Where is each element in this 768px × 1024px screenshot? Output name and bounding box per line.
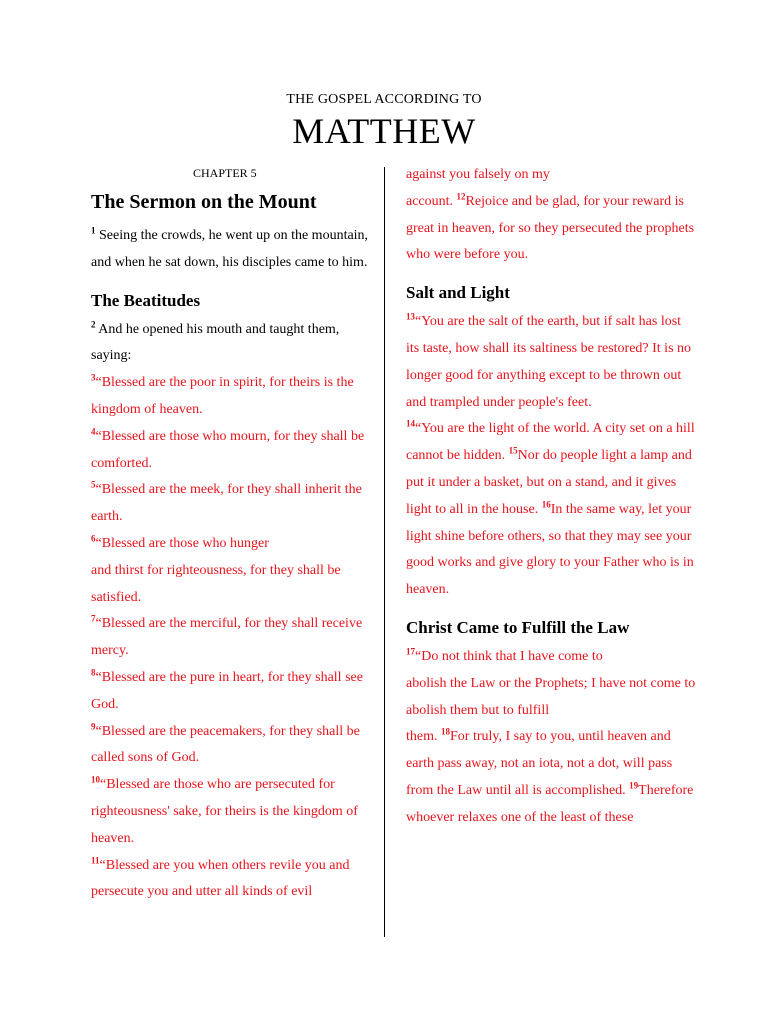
gospel-title-line: THE GOSPEL ACCORDING TO: [286, 92, 482, 107]
section-heading-fulfill-law: Christ Came to Fulfill the Law: [406, 617, 630, 637]
verse-text: “Blessed are those who mourn, for they shall be comforted.: [91, 428, 365, 471]
verse-text: In the same way, let your light shine before others, so that they may see your good works and give glory to your Father who is in heaven.: [406, 501, 694, 598]
verse-number: 9: [91, 720, 96, 731]
verse-text: Therefore whoever relaxes one of the least of these: [406, 782, 694, 825]
verse-text: Seeing the crowds, he went up on the mountain, and when he sat down, his disciples came to him.: [91, 228, 369, 270]
verse-text: For truly, I say to you, until heaven and earth pass away, not an iota, not a dot, will pass from the Law until all is accomplished.: [406, 729, 673, 798]
verse-text: “Blessed are those who are persecuted for righteousness' sake, for theirs is the kingdom of heaven.: [91, 777, 358, 846]
verse-number: 15: [508, 445, 518, 456]
verse-text: abolish the Law or the Prophets; I have not come to abolish them but to fulfill: [406, 675, 696, 718]
verse-11: [91, 853, 371, 907]
verse-number: 12: [456, 191, 466, 202]
verse-number: 6: [91, 533, 96, 544]
verse-number: 4: [91, 426, 96, 437]
verse-number: 11: [91, 854, 100, 865]
verse-text: And he opened his mouth and taught them, saying:: [91, 321, 340, 364]
verse-number: 19: [629, 780, 639, 791]
verse-text: account.: [406, 193, 454, 209]
verse-10: [91, 772, 371, 852]
verse-7: [91, 611, 371, 665]
verse-text: “You are the salt of the earth, but if salt has lost its taste, how shall its saltiness be restored? It is no longer good for anything except to be thrown out and trampled under people's feet.: [406, 314, 692, 410]
verse-3: [91, 370, 371, 424]
verse-text: “Blessed are you when others revile you and persecute you and utter all kinds of evil: [91, 857, 350, 900]
section-heading-sermon: The Sermon on the Mount: [91, 191, 317, 213]
verse-number: 18: [441, 726, 450, 737]
verse-number: 7: [91, 613, 96, 624]
verse-number: 5: [91, 479, 96, 490]
column-divider: [384, 167, 385, 937]
section-heading-beatitudes: The Beatitudes: [91, 290, 201, 310]
verse-6: [91, 531, 371, 611]
section-heading-salt-light: Salt and Light: [406, 283, 510, 303]
verse-text: “Blessed are the merciful, for they shall receive mercy.: [91, 616, 363, 659]
verse-text: Rejoice and be glad, for your reward is great in heaven, for so they persecuted the prophets who were before you.: [406, 193, 695, 263]
verse-9: [91, 719, 371, 773]
verse-text: and thirst for righteousness, for they shall be satisfied.: [91, 562, 341, 605]
verse-number: 14: [406, 418, 415, 429]
verse-text: Nor do people light a lamp and put it under a basket, but on a stand, and it gives light to all in the house.: [406, 448, 692, 517]
chapter-label: CHAPTER 5: [193, 166, 257, 180]
verse-5: [91, 477, 371, 531]
verse-text: “You are the light of the world. A city set on a hill cannot be hidden.: [406, 421, 695, 464]
verse-number: 3: [91, 372, 96, 383]
left-column: [91, 162, 371, 906]
verse-number: 10: [91, 774, 100, 785]
verse-text: “Do not think that I have come to: [415, 648, 603, 664]
verse-number: 2: [91, 318, 96, 329]
verse-text: “Blessed are the peacemakers, for they shall be called sons of God.: [91, 723, 360, 766]
verse-text: against you falsely on my: [406, 167, 550, 182]
verse-number: 16: [541, 499, 551, 510]
verse-text: “Blessed are those who hunger: [95, 535, 269, 551]
verse-2: [91, 317, 371, 371]
verse-text: “Blessed are the pure in heart, for they shall see God.: [91, 669, 363, 712]
verse-number: 8: [91, 667, 96, 678]
verse-text: them.: [406, 729, 438, 745]
verse-8: [91, 665, 371, 719]
book-title: MATTHEW: [292, 111, 476, 151]
verse-4: [91, 424, 371, 478]
verse-number: 17: [406, 646, 415, 657]
verse-number: 1: [91, 225, 96, 236]
verse-text: “Blessed are the meek, for they shall inherit the earth.: [91, 482, 362, 525]
verse-11-continued: [406, 162, 696, 269]
verse-17: [406, 644, 696, 832]
verse-number: 13: [406, 311, 415, 322]
verse-text: “Blessed are the poor in spirit, for theirs is the kingdom of heaven.: [91, 375, 354, 417]
verse-14: [406, 416, 696, 604]
verse-1: [91, 223, 371, 277]
verse-13: [406, 309, 696, 416]
right-column: [406, 162, 696, 832]
